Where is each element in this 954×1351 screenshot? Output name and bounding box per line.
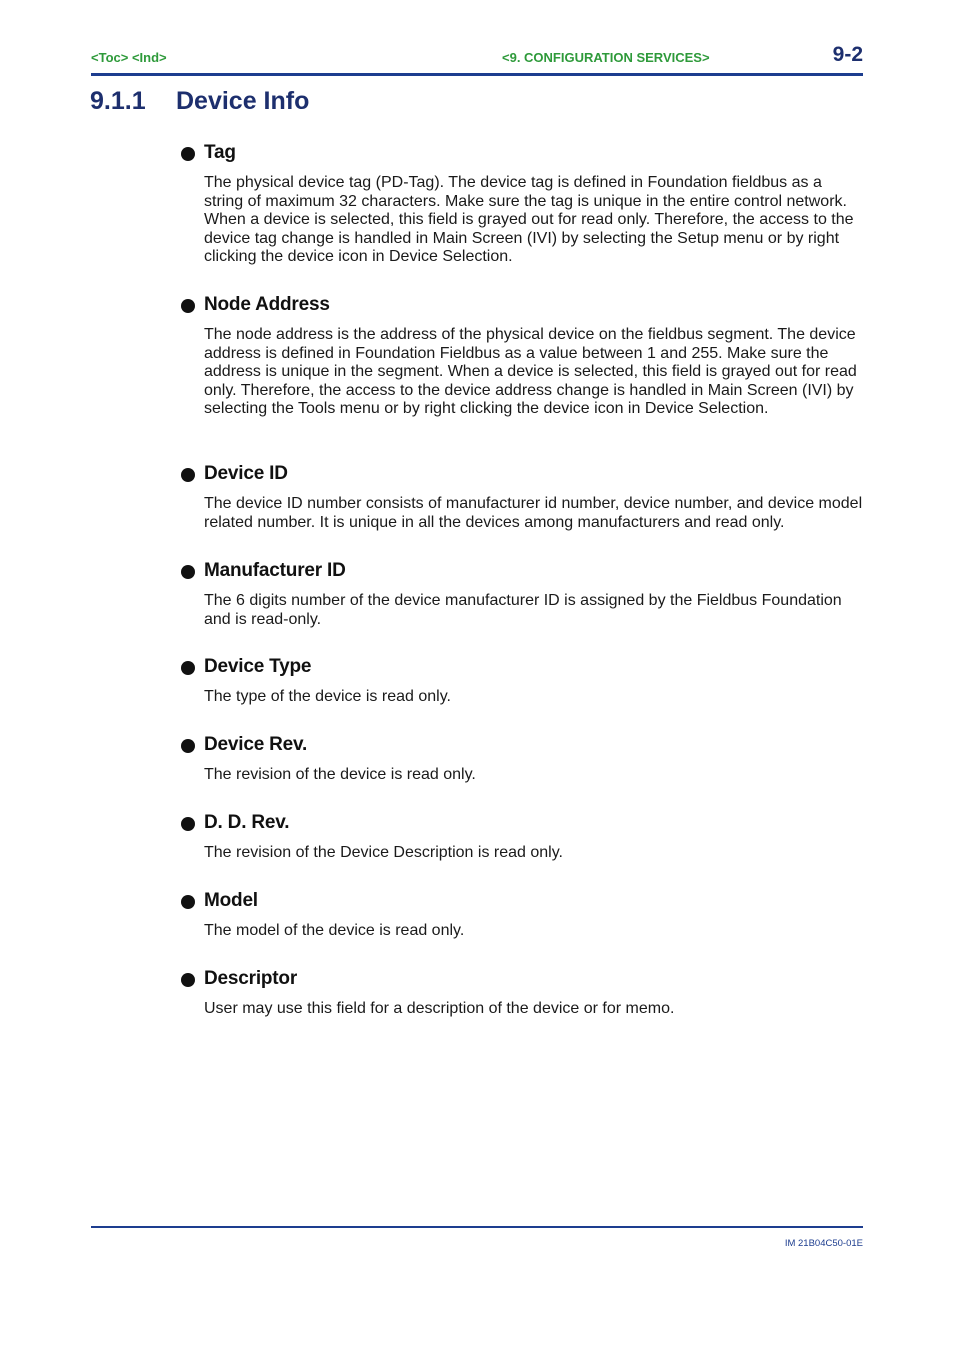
header-divider — [91, 73, 863, 76]
item-title: D. D. Rev. — [204, 812, 290, 833]
item-description: The node address is the address of the physical device on the fieldbus segment. The device address is defined in Foundation Fieldbus as a value between 1 and 255. Make sure the address is unique in the segment. When a device is selected, this field is grayed out for read only. Therefore, the access to the device address change is handled in Main Screen (IVI) by selecting the Tools menu or by right clicking the device icon in Device Selection. — [204, 326, 857, 418]
bullet-icon — [181, 468, 195, 482]
bullet-icon — [181, 973, 195, 987]
item-manufacturer-id — [181, 561, 865, 629]
item-title: Tag — [204, 142, 236, 163]
item-description: The revision of the Device Description is read only. — [204, 844, 563, 861]
bullet-icon — [181, 661, 195, 675]
section-title — [90, 87, 309, 116]
item-title: Device Rev. — [204, 734, 308, 755]
page-number: 9-2 — [832, 43, 863, 66]
item-title: Device Type — [204, 656, 312, 677]
index-link[interactable]: <Ind> — [131, 50, 167, 65]
item-title: Model — [204, 890, 258, 911]
section-number: 9.1.1 — [90, 87, 146, 115]
item-description: The model of the device is read only. — [204, 922, 465, 939]
item-description: The 6 digits number of the device manufacturer ID is assigned by the Fieldbus Foundation and is read-only. — [204, 592, 842, 628]
item-tag — [181, 143, 865, 267]
item-model — [181, 891, 865, 941]
header-nav — [91, 50, 167, 65]
bullet-icon — [181, 817, 195, 831]
bullet-icon — [181, 739, 195, 753]
item-node-address — [181, 295, 865, 419]
item-descriptor — [181, 969, 865, 1019]
bullet-icon — [181, 299, 195, 313]
item-device-id — [181, 464, 865, 532]
footer-divider — [91, 1226, 863, 1228]
item-description: The device ID number consists of manufacturer id number, device number, and device model related number. It is unique in all the devices among manufacturers and read only. — [204, 495, 863, 531]
item-description: User may use this field for a description of the device or for memo. — [204, 1000, 675, 1017]
item-description: The revision of the device is read only. — [204, 766, 476, 783]
item-title: Device ID — [204, 463, 288, 484]
item-title: Manufacturer ID — [204, 560, 346, 581]
bullet-icon — [181, 895, 195, 909]
section-title-text: Device Info — [176, 87, 310, 115]
item-description: The physical device tag (PD-Tag). The device tag is defined in Foundation fieldbus as a string of maximum 32 characters. Make sure the tag is unique in the entire control network. When a device is selected, this field is grayed out for read only. Therefore, the access to the device tag change is handled in Main Screen (IVI) by selecting the Setup menu or by right clicking the device icon in Device Selection. — [204, 174, 854, 266]
item-device-type — [181, 657, 865, 707]
bullet-icon — [181, 565, 195, 579]
item-dd-rev — [181, 813, 865, 863]
item-title: Descriptor — [204, 968, 298, 989]
toc-link[interactable]: <Toc> — [91, 50, 129, 65]
item-title: Node Address — [204, 294, 330, 315]
document-number: IM 21B04C50-01E — [784, 1238, 863, 1249]
item-description: The type of the device is read only. — [204, 688, 451, 705]
bullet-icon — [181, 147, 195, 161]
item-device-rev — [181, 735, 865, 785]
chapter-link[interactable]: <9. CONFIGURATION SERVICES> — [502, 50, 710, 65]
